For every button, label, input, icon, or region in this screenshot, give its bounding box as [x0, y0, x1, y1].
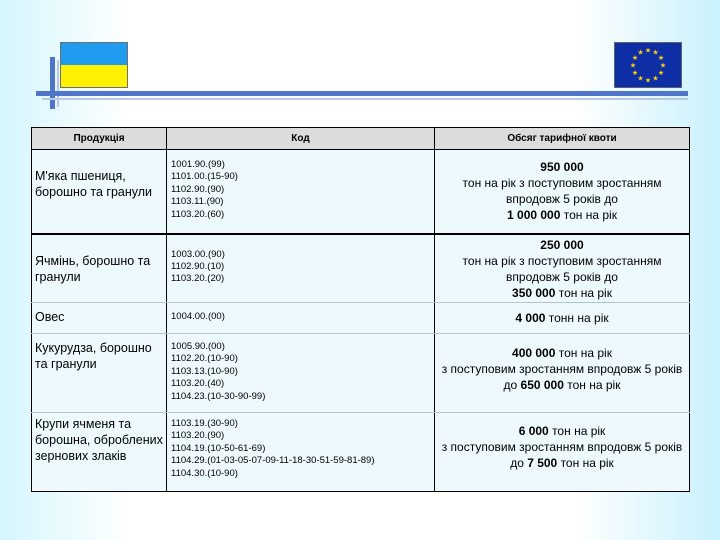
quota-suffix: тонн на рік	[545, 311, 609, 325]
column-header-quota: Обсяг тарифної квоти	[435, 128, 690, 150]
quota-text: тон на рік з поступовим зростанням впродовж 5 років до	[462, 176, 662, 206]
table-row	[32, 150, 690, 234]
code-line: 1104.30.(10-90)	[171, 467, 238, 479]
code-line: 1001.90.(99)	[171, 159, 225, 170]
code-line: 1003.00.(90)	[171, 248, 225, 260]
svg-text:★: ★	[644, 76, 652, 85]
quota-amount-suffix: тон на рік	[555, 346, 612, 360]
quota-cell	[435, 334, 690, 413]
code-cell	[167, 150, 435, 234]
quota-target: 350 000	[512, 285, 556, 300]
product-cell: Крупи ячменя та борошна, оброблених зернових злаків	[32, 413, 167, 492]
svg-text:★: ★	[631, 69, 639, 77]
table-row	[32, 413, 690, 492]
code-line: 1004.00.(00)	[171, 311, 225, 322]
quota-cell	[435, 234, 690, 303]
quota-amount: 400 000	[512, 346, 556, 360]
quota-suffix: тон на рік	[563, 378, 621, 392]
code-line: 1102.90.(10)	[171, 260, 225, 272]
quota-cell	[435, 303, 690, 334]
quota-suffix: тон на рік	[555, 285, 612, 300]
quota-target: 7 500	[527, 456, 558, 470]
ukraine-flag-yellow-stripe	[61, 65, 127, 87]
product-cell: Овес	[32, 303, 167, 334]
tariff-quota-table	[31, 127, 690, 492]
svg-text:★: ★	[659, 61, 667, 70]
quota-suffix: тон на рік	[557, 456, 614, 470]
svg-text:★: ★	[652, 48, 659, 57]
column-header-product: Продукція	[32, 128, 167, 150]
quota-target: 1 000 000	[507, 208, 561, 222]
quota-suffix: тон на рік	[560, 208, 617, 222]
quota-text: з поступовим зростанням впродовж 5 років до	[441, 362, 683, 392]
svg-text:★: ★	[629, 61, 637, 70]
svg-text:★: ★	[652, 74, 659, 83]
quota-amount: 250 000	[540, 237, 584, 252]
svg-text:★: ★	[637, 48, 644, 57]
ukraine-flag-icon	[60, 42, 128, 88]
code-line: 1103.20.(60)	[171, 208, 225, 220]
code-line: 1103.13.(10-90)	[171, 365, 238, 377]
svg-text:★: ★	[631, 54, 639, 62]
decorative-horizontal-line-thin	[42, 98, 688, 100]
code-cell	[167, 334, 435, 413]
decorative-vertical-line	[50, 57, 55, 109]
eu-stars-circle	[615, 43, 681, 87]
code-line: 1103.20.(40)	[171, 378, 225, 390]
code-line: 1104.19.(10-50-61-69)	[171, 442, 266, 454]
code-line: 1103.19.(30-90)	[171, 418, 238, 429]
table-row	[32, 303, 690, 334]
quota-amount: 950 000	[540, 160, 584, 174]
code-line: 1005.90.(00)	[171, 341, 225, 352]
product-cell: М'яка пшениця, борошно та гранули	[32, 150, 167, 234]
quota-amount-suffix: тон на рік	[548, 424, 606, 438]
code-line: 1103.11.(90)	[171, 196, 224, 208]
svg-text:★: ★	[657, 69, 665, 77]
svg-text:★: ★	[644, 46, 652, 55]
code-line: 1101.00.(15-90)	[171, 171, 238, 183]
code-line: 1103.20.(90)	[171, 430, 225, 442]
quota-text: тон на рік з поступовим зростанням впродовж 5 років до	[462, 253, 662, 284]
svg-text:★: ★	[637, 74, 644, 83]
code-line: 1102.20.(10-90)	[171, 353, 238, 365]
column-header-code: Код	[167, 128, 435, 150]
svg-text:★: ★	[657, 54, 665, 62]
code-line: 1104.29.(01-03-05-07-09-11-18-30-51-59-81-89)	[171, 455, 375, 467]
decorative-horizontal-line	[36, 91, 688, 96]
table-row	[32, 234, 690, 303]
code-line: 1104.23.(10-30-90-99)	[171, 390, 266, 402]
code-cell	[167, 413, 435, 492]
code-cell	[167, 303, 435, 334]
quota-text: з поступовим зростанням впродовж 5 років до	[441, 440, 683, 470]
table-row	[32, 334, 690, 413]
table-header-row	[32, 128, 690, 150]
code-line: 1102.90.(90)	[171, 183, 225, 195]
quota-amount: 4 000	[515, 311, 546, 325]
quota-target: 650 000	[520, 378, 564, 392]
code-line: 1103.20.(20)	[171, 273, 225, 285]
product-cell: Ячмінь, борошно та гранули	[32, 234, 167, 303]
ukraine-flag-blue-stripe	[61, 43, 127, 65]
code-cell	[167, 234, 435, 303]
quota-cell	[435, 150, 690, 234]
eu-flag-icon	[614, 42, 682, 88]
quota-amount: 6 000	[518, 424, 549, 438]
quota-cell	[435, 413, 690, 492]
product-cell: Кукурудза, борошно та гранули	[32, 334, 167, 413]
